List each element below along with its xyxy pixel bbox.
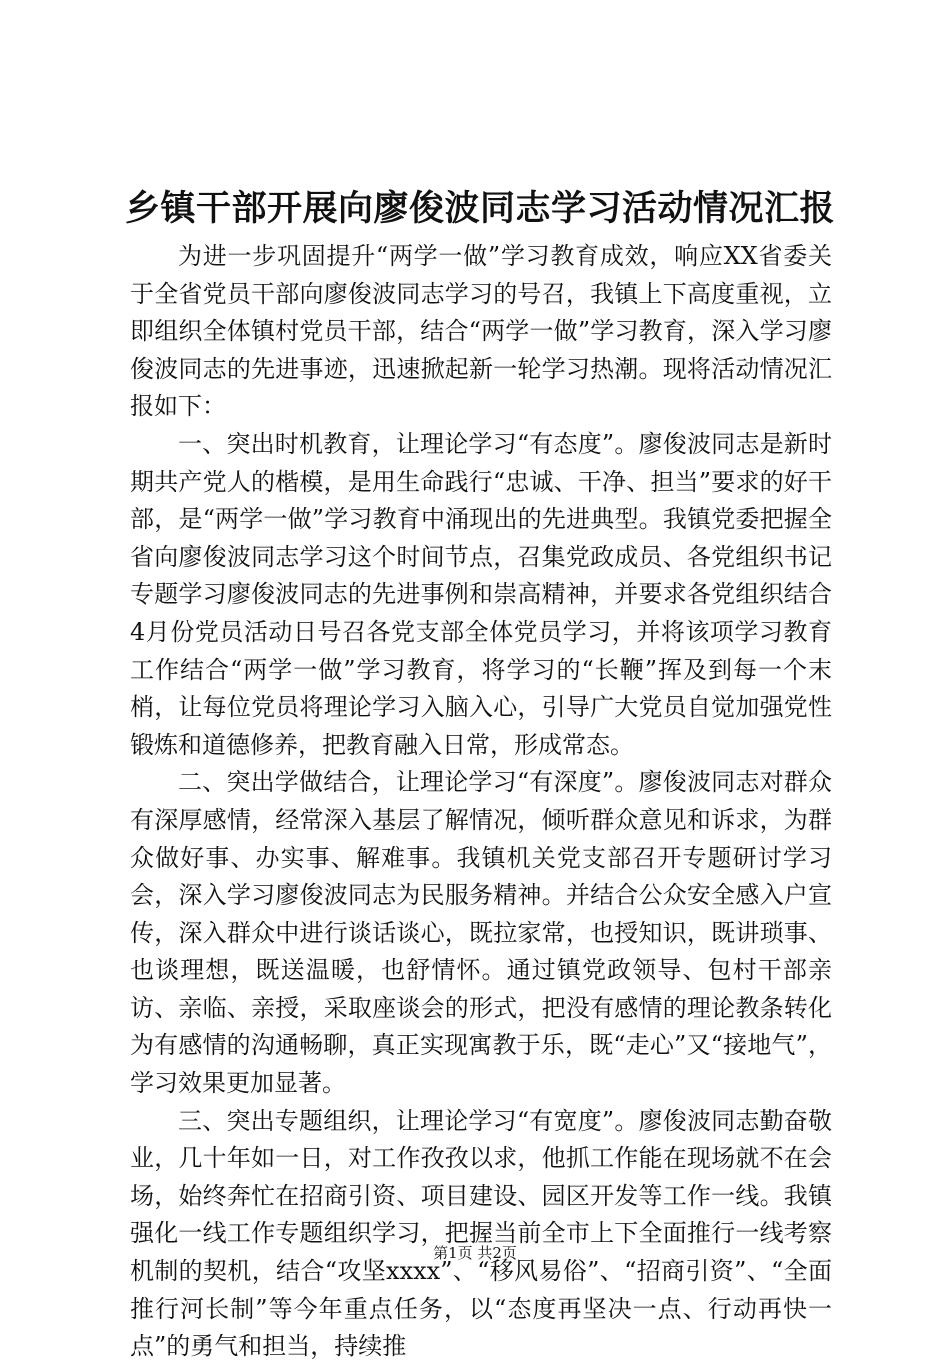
document-title: 乡镇干部开展向廖俊波同志学习活动情况汇报	[124, 188, 835, 229]
page-number-footer: 第1页 共2页	[433, 1244, 517, 1262]
paragraph-intro: 为进一步巩固提升“两学一做”学习教育成效，响应XX省委关于全省党员干部向廖俊波同志学习的号召，我镇上下高度重视，立即组织全体镇村党员干部，结合“两学一做”学习教育，深入学习廖俊波同志的先进事迹，迅速掀起新一轮学习热潮。现将活动情况汇报如下：	[130, 242, 832, 421]
paragraph-section-1: 一、突出时机教育，让理论学习“有态度”。廖俊波同志是新时期共产党人的楷模，是用生命践行“忠诚、干净、担当”要求的好干部，是“两学一做”学习教育中涌现出的先进典型。我镇党委把握全省向廖俊波同志学习这个时间节点，召集党政成员、各党组织书记专题学习廖俊波同志的先进事例和崇高精神，并要求各党组织结合4月份党员活动日号召各党支部全体党员学习，并将该项学习教育工作结合“两学一做”学习教育，将学习的“长鞭”挥及到每一个末梢，让每位党员将理论学习入脑入心，引导广大党员自觉加强党性锻炼和道德修养，把教育融入日常，形成常态。	[130, 429, 832, 759]
paragraph-section-2: 二、突出学做结合，让理论学习“有深度”。廖俊波同志对群众有深厚感情，经常深入基层了解情况，倾听群众意见和诉求，为群众做好事、办实事、解难事。我镇机关党支部召开专题研讨学习会，深入学习廖俊波同志为民服务精神。并结合公众安全感入户宣传，深入群众中进行谈话谈心，既拉家常，也授知识，既讲琐事、也谈理想，既送温暖，也舒情怀。通过镇党政领导、包村干部亲访、亲临、亲授，采取座谈会的形式，把没有感情的理论教条转化为有感情的沟通畅聊，真正实现寓教于乐，既“走心”又“接地气”，学习效果更加显著。	[130, 768, 832, 1098]
paragraph-section-3: 三、突出专题组织，让理论学习“有宽度”。廖俊波同志勤奋敬业，几十年如一日，对工作孜孜以求，他抓工作能在现场就不在会场，始终奔忙在招商引资、项目建设、园区开发等工作一线。我镇强化一线工作专题组织学习，把握当前全市上下全面推行一线考察机制的契机，结合“攻坚xxxx”、“移风易俗”、“招商引资”、“全面推行河长制”等今年重点任务，以“态度再坚决一点、行动再快一点”的勇气和担当，持续推	[130, 1106, 832, 1361]
document-body	[130, 238, 832, 1366]
